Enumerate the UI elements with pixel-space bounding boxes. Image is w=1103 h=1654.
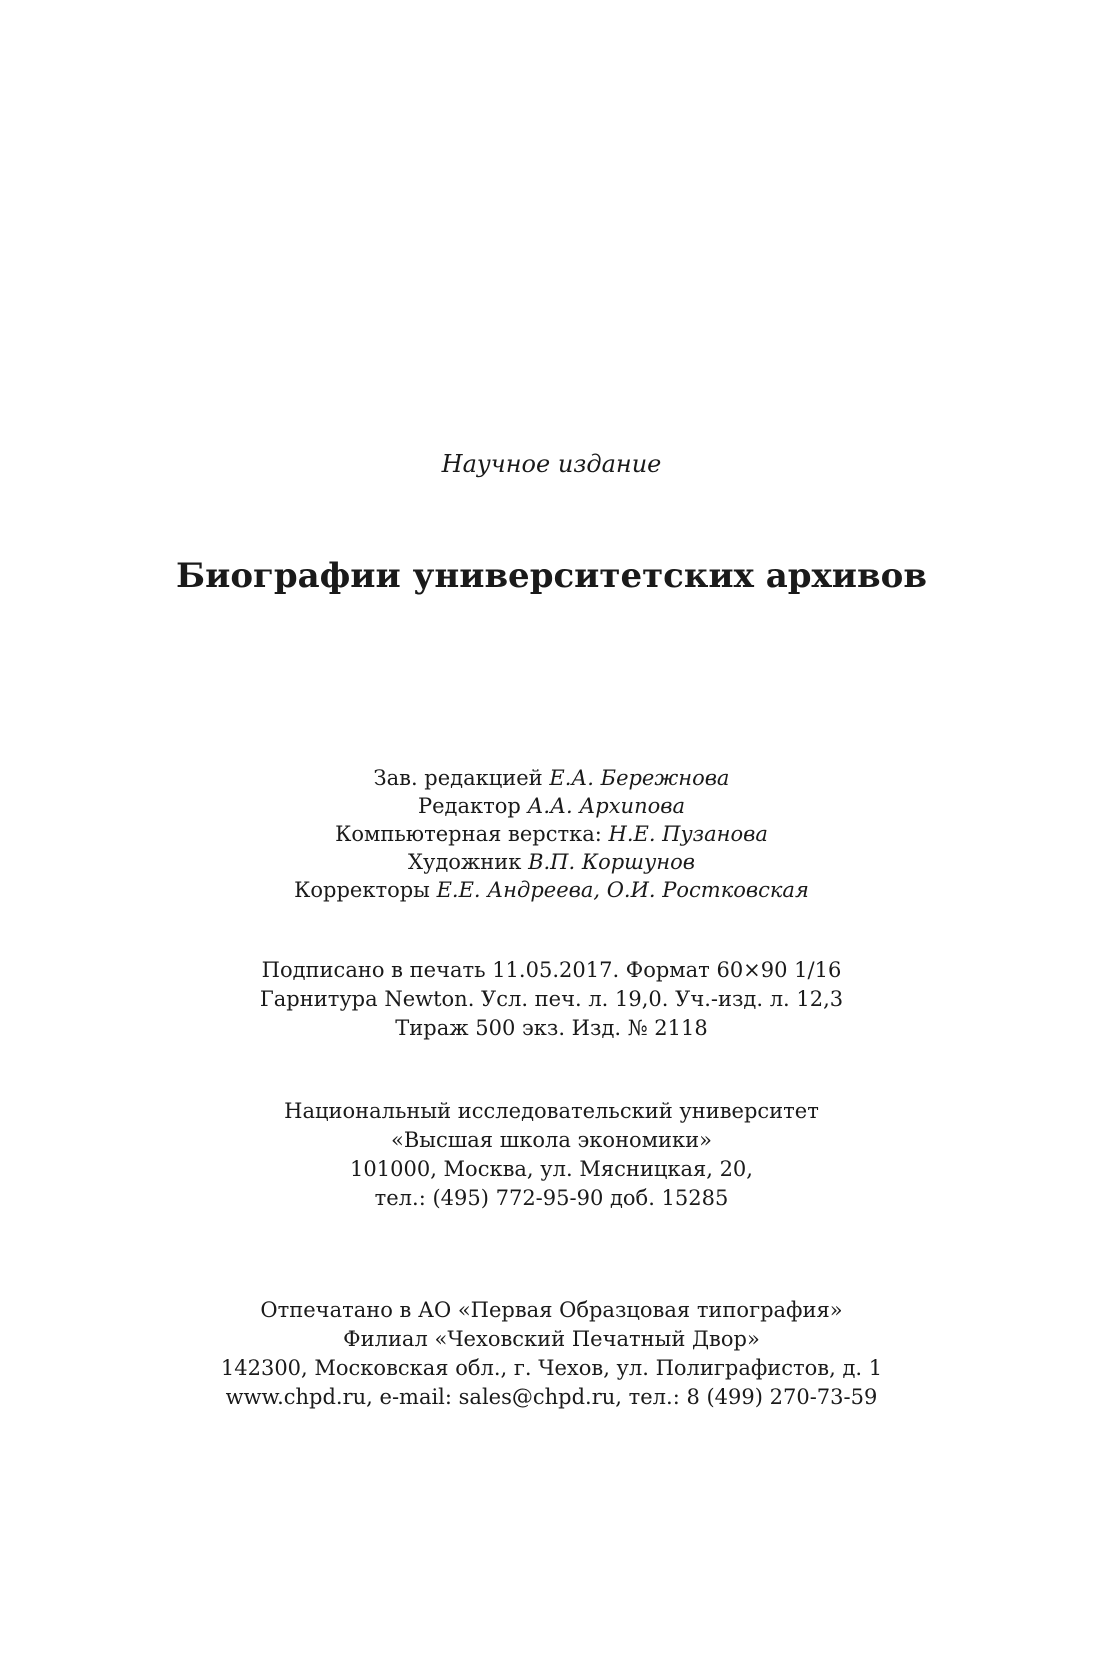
print-details-line: Тираж 500 экз. Изд. № 2118 (395, 1016, 708, 1040)
credit-name: Н.Е. Пузанова (608, 822, 768, 846)
credit-name: Е.Е. Андреева, О.И. Ростковская (436, 878, 809, 902)
credit-line (0, 876, 1103, 904)
credit-line (0, 848, 1103, 876)
credit-name: Е.А. Бережнова (549, 766, 730, 790)
book-title (0, 556, 1103, 596)
credit-role: Компьютерная верстка: (335, 822, 602, 846)
credit-role: Корректоры (294, 878, 430, 902)
credit-role: Редактор (418, 794, 521, 818)
publisher-line: 101000, Москва, ул. Мясницкая, 20, (350, 1157, 753, 1181)
printer-block (0, 1296, 1103, 1412)
printer-line: www.chpd.ru, e-mail: sales@chpd.ru, тел.: 8 (499) 270-73-59 (225, 1385, 878, 1409)
publisher-line: «Высшая школа экономики» (390, 1128, 713, 1152)
publisher-line: тел.: (495) 772-95-90 доб. 15285 (374, 1186, 729, 1210)
credit-line (0, 764, 1103, 792)
credit-name: В.П. Коршунов (528, 850, 695, 874)
print-details-line: Подписано в печать 11.05.2017. Формат 60×90 1/16 (261, 958, 842, 982)
publisher-line: Национальный исследовательский университет (284, 1099, 819, 1123)
book-title-text: Биографии университетских архивов (176, 556, 927, 596)
credit-line (0, 820, 1103, 848)
credit-line (0, 792, 1103, 820)
credit-role: Художник (408, 850, 522, 874)
printer-line: 142300, Московская обл., г. Чехов, ул. Полиграфистов, д. 1 (220, 1356, 883, 1380)
edition-type (0, 450, 1103, 478)
printer-line: Филиал «Чеховский Печатный Двор» (343, 1327, 760, 1351)
credit-role: Зав. редакцией (373, 766, 543, 790)
print-details-block (0, 956, 1103, 1043)
publisher-block (0, 1097, 1103, 1213)
printer-line: Отпечатано в АО «Первая Образцовая типография» (260, 1298, 843, 1322)
print-details-line: Гарнитура Newton. Усл. печ. л. 19,0. Уч.-изд. л. 12,3 (259, 987, 844, 1011)
credits-block (0, 764, 1103, 904)
edition-type-text: Научное издание (441, 450, 662, 478)
credit-name: А.А. Архипова (527, 794, 685, 818)
